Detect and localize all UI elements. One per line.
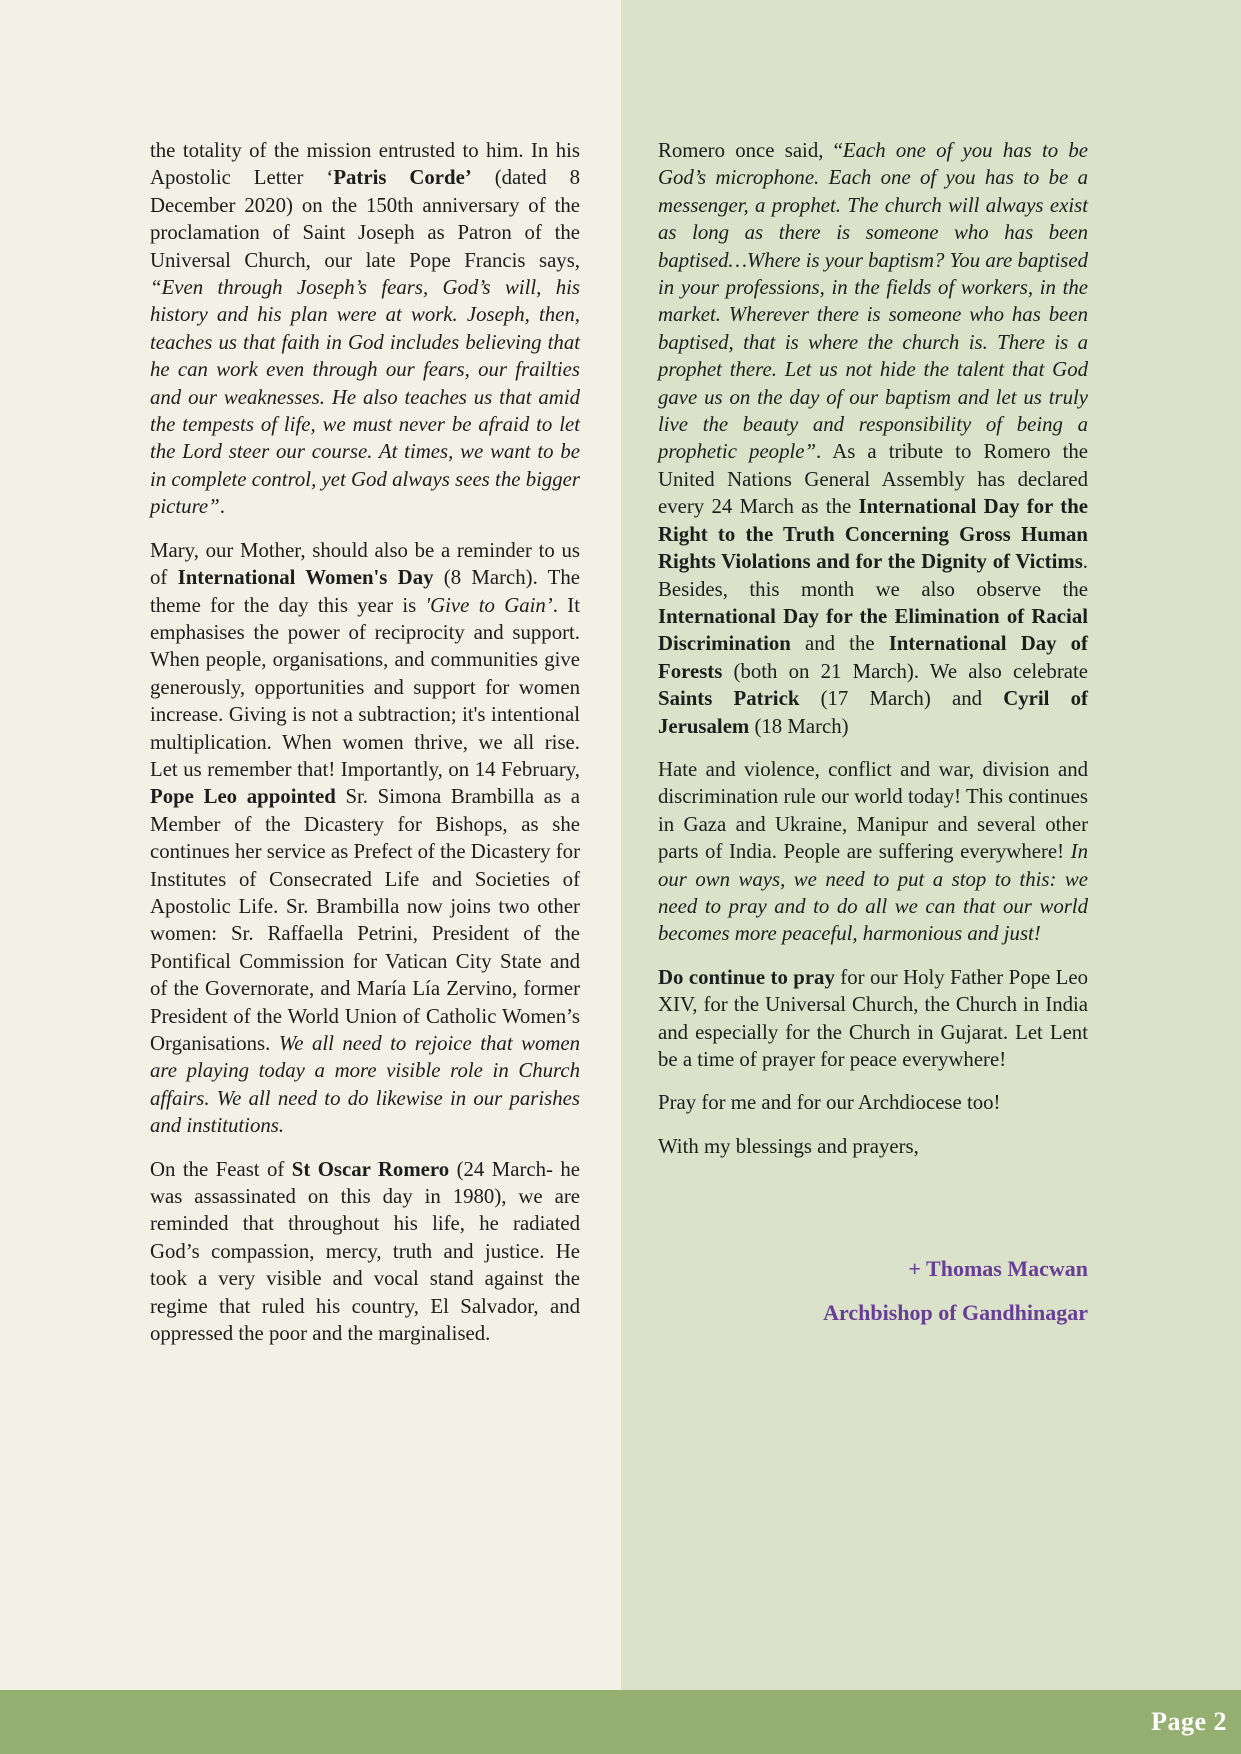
paragraph — [150, 1156, 580, 1348]
text-run: . — [219, 495, 225, 519]
text-run: Romero once said, “ — [658, 139, 843, 162]
text-run: Pray for me and for our Archdiocese too! — [658, 1091, 1001, 1115]
text-run: We all need to rejoice that women are playing today a more visible role in Church affairs. We all need to do likewise in our parishes and institutions. — [150, 1032, 580, 1138]
paragraph — [150, 537, 580, 1140]
signature-line: + Thomas Macwan — [908, 1256, 1088, 1282]
text-run: Do continue to pray — [658, 965, 835, 989]
text-run: On the Feast of — [150, 1157, 292, 1181]
text-run: In our own ways, we need to put a stop to this: we need to pray and to do all we can that our world becomes more peaceful, harmonious and just! — [658, 840, 1088, 946]
right-column — [658, 137, 1088, 1344]
text-run: Pope Leo appointed — [150, 785, 336, 809]
text-run: the totality of the mission entrusted to him. In his Apostolic Letter ‘ — [150, 139, 580, 190]
page-footer — [0, 1690, 1241, 1754]
text-run: and the — [790, 632, 889, 656]
text-run: International Day of Forests — [658, 632, 1088, 683]
paragraph — [658, 756, 1088, 948]
text-run: Patris Corde’ — [333, 166, 472, 190]
text-run: Saints Patrick — [658, 687, 800, 711]
text-run: (17 March) and — [799, 687, 1004, 711]
text-run: Hate and violence, conflict and war, division and discrimination rule our world today! This continues in Gaza and Ukraine, Manipur and several other parts of India. People are suffering everywhere! — [658, 757, 1088, 864]
paragraph — [658, 1089, 1088, 1116]
page-number: Page 2 — [1151, 1707, 1227, 1736]
text-run: . It emphasises the power of reciprocity and support. When people, organisations, and communities give generously, opportunities and support for women increase. Giving is not a subtraction; it's intentional multiplication. When women thrive, we all rise. Let us remember that! Importantly, on 14 February, — [150, 593, 580, 781]
text-run: Mary, our Mother, should also be a reminder to us of — [150, 538, 580, 590]
text-run: . As a tribute to Romero the United Nations General Assembly has declared every 24 March as the — [658, 440, 1088, 519]
text-run: (8 March). The theme for the day this year is — [150, 566, 581, 617]
text-run: International Day for the Right to the Truth Concerning Gross Human Rights Violations and for the Dignity of Victims — [658, 495, 1088, 574]
text-run: International Day for the Elimination of Racial Discrimination — [658, 604, 1088, 656]
paragraph — [658, 137, 1088, 740]
text-run: for our Holy Father Pope Leo XIV, for the Universal Church, the Church in India and especially for the Church in Gujarat. Let Lent be a time of prayer for peace everywhere! — [658, 965, 1088, 1071]
signature-line: Archbishop of Gandhinagar — [823, 1300, 1088, 1326]
text-run: Cyril of Jerusalem — [658, 687, 1088, 738]
paragraph — [658, 1133, 1088, 1160]
text-run: “Even through Joseph’s fears, God’s will, his history and his plan were at work. Joseph, then, teaches us that faith in God includes believing that he can work even through our fears, our frailties and our weaknesses. He also teaches us that amid the tempests of life, we must never be afraid to let the Lord steer our course. At times, we want to be in complete control, yet God always sees the bigger picture” — [150, 276, 580, 519]
text-run: 'Give to Gain’ — [425, 593, 553, 617]
text-run: Each one of you has to be God’s microphone. Each one of you has to be a messenger, a prophet. The church will always exist as long as there is someone who has been baptised…Where is your baptism? You are baptised in your professions, in the fields of workers, in the market. Wherever there is someone who has been baptised, that is where the church is. There is a prophet there. Let us not hide the talent that God gave us on the day of our baptism and let us truly live the beauty and responsibility of being a prophetic people” — [658, 139, 1088, 464]
left-column — [150, 137, 580, 1363]
paragraph — [658, 964, 1088, 1074]
text-run: (18 March) — [749, 714, 849, 738]
left-column-paragraphs — [150, 137, 580, 1347]
text-run: International Women's Day — [177, 566, 434, 590]
text-run: St Oscar Romero — [291, 1157, 450, 1181]
paragraph — [150, 137, 580, 521]
signature-block — [658, 1256, 1088, 1326]
right-column-paragraphs — [658, 137, 1088, 1160]
text-run: Sr. Simona Brambilla as a Member of the Dicastery for Bishops, as she continues her service as Prefect of the Dicastery for Institutes of Consecrated Life and Societies of Apostolic Life. Sr. Brambilla now joins two other women: Sr. Raffaella Petrini, President of the Pontifical Commission for Vatican City State and of the Governorate, and María Lía Zervino, former President of the World Union of Catholic Women’s Organisations. — [150, 785, 580, 1055]
text-run: (24 March- he was assassinated on this day in 1980), we are reminded that throughout his life, he radiated God’s compassion, mercy, truth and justice. He took a very visible and vocal stand against the regime that ruled his country, El Salvador, and oppressed the poor and the marginalised. — [150, 1157, 580, 1346]
text-run: With my blessings and prayers, — [658, 1134, 919, 1158]
text-run: . Besides, this month we also observe the — [658, 550, 1088, 601]
text-run: (both on 21 March). We also celebrate — [722, 659, 1088, 683]
text-run: (dated 8 December 2020) on the 150th anniversary of the proclamation of Saint Joseph as Patron of the Universal Church, our late Pope Francis says, — [150, 166, 580, 272]
